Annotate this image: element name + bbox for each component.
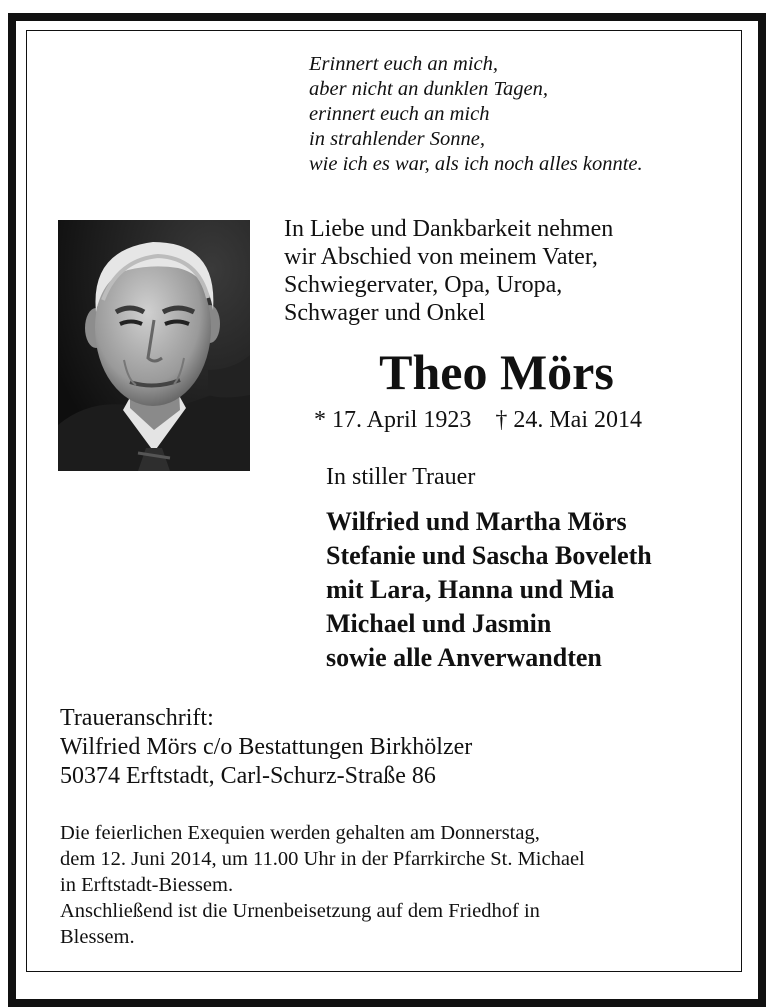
mourning-heading: In stiller Trauer <box>326 464 476 490</box>
intro-line: Schwager und Onkel <box>284 300 486 326</box>
mourner-line: sowie alle Anverwandten <box>326 643 602 672</box>
life-dates <box>314 405 642 435</box>
portrait-image <box>58 220 250 471</box>
portrait-photo <box>58 220 250 471</box>
mourner-line: mit Lara, Hanna und Mia <box>326 575 615 604</box>
poem-line: Erinnert euch an mich, <box>309 53 499 75</box>
mourners-list <box>326 505 652 675</box>
birth-date: * 17. April 1923 <box>314 407 472 433</box>
poem-line: aber nicht an dunklen Tagen, <box>309 78 548 100</box>
farewell-text <box>284 215 613 327</box>
address-line: Traueranschrift: <box>60 705 214 731</box>
death-date: † 24. Mai 2014 <box>495 407 643 433</box>
ceremony-line: dem 12. Juni 2014, um 11.00 Uhr in der Pfarrkirche St. Michael <box>60 848 585 870</box>
address-line: 50374 Erftstadt, Carl-Schurz-Straße 86 <box>60 763 436 789</box>
ceremony-line: Anschließend ist die Urnenbeisetzung auf dem Friedhof in <box>60 900 540 922</box>
ceremony-line: Die feierlichen Exequien werden gehalten am Donnerstag, <box>60 822 540 844</box>
intro-line: Schwiegervater, Opa, Uropa, <box>284 272 563 298</box>
memorial-poem <box>309 52 643 177</box>
mourner-line: Michael und Jasmin <box>326 609 552 638</box>
poem-line: wie ich es war, als ich noch alles konnte. <box>309 153 643 175</box>
poem-line: erinnert euch an mich <box>309 103 490 125</box>
intro-line: wir Abschied von meinem Vater, <box>284 244 598 270</box>
mourner-line: Wilfried und Martha Mörs <box>326 507 627 536</box>
mourning-address <box>60 704 472 791</box>
ceremony-info <box>60 820 585 950</box>
poem-line: in strahlender Sonne, <box>309 128 485 150</box>
address-line: Wilfried Mörs c/o Bestattungen Birkhölzer <box>60 734 473 760</box>
mourner-line: Stefanie und Sascha Boveleth <box>326 541 652 570</box>
ceremony-line: in Erftstadt-Biessem. <box>60 874 234 896</box>
intro-line: In Liebe und Dankbarkeit nehmen <box>284 216 614 242</box>
deceased-name: Theo Mörs <box>379 344 614 400</box>
ceremony-line: Blessem. <box>60 926 135 948</box>
